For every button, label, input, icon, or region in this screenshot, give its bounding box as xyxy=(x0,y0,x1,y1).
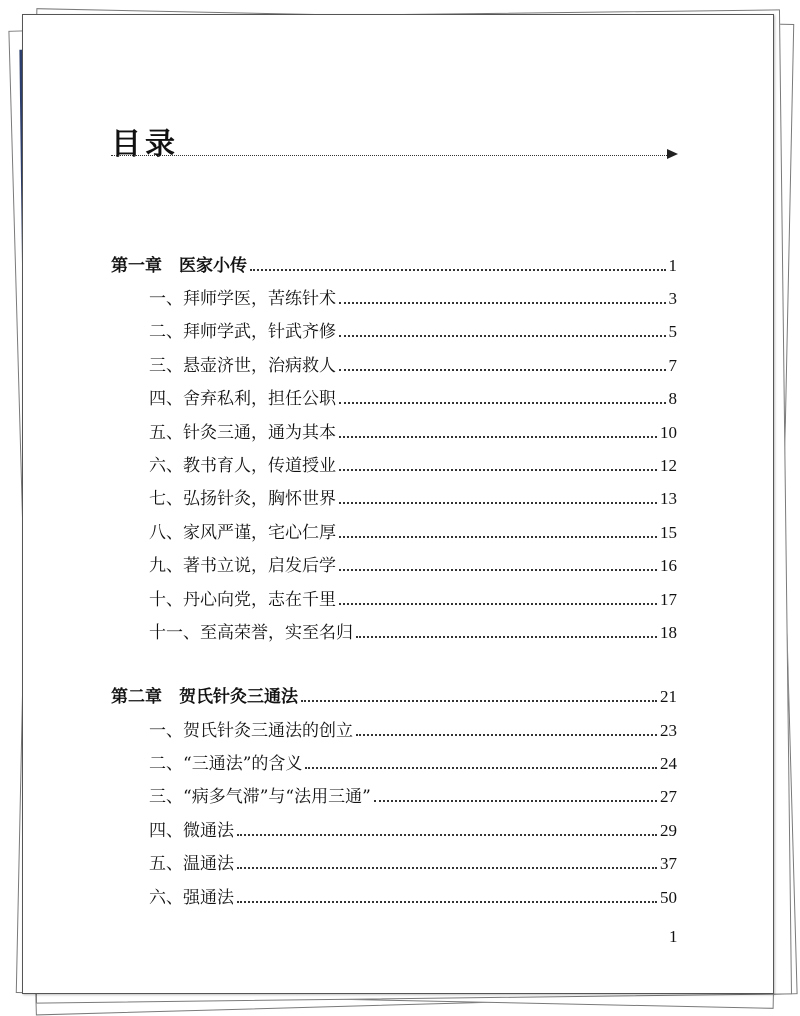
dot-leader xyxy=(339,302,666,304)
entry-label: 八、家风严谨，宅心仁厚 xyxy=(149,523,336,543)
chapter-title: 贺氏针灸三通法 xyxy=(179,687,298,707)
entry-page: 3 xyxy=(668,289,677,308)
entry-label: 六、强通法 xyxy=(149,888,234,908)
toc-entry[interactable] xyxy=(149,720,677,742)
entry-label: 七、弘扬针灸，胸怀世界 xyxy=(149,489,336,509)
entry-label: 九、著书立说，启发后学 xyxy=(149,556,336,576)
toc-entry[interactable] xyxy=(149,288,677,310)
dot-leader xyxy=(305,767,657,769)
entry-page: 15 xyxy=(660,523,677,542)
entry-page: 24 xyxy=(660,754,677,773)
entry-label: 五、温通法 xyxy=(149,854,234,874)
entry-label: 一、贺氏针灸三通法的创立 xyxy=(149,721,353,741)
dot-leader xyxy=(237,901,657,903)
entry-page: 18 xyxy=(660,623,677,642)
entry-page: 5 xyxy=(668,322,677,341)
dot-leader xyxy=(356,636,657,638)
entry-page: 50 xyxy=(660,888,677,907)
chapter-page: 21 xyxy=(660,687,677,706)
dot-leader xyxy=(250,269,666,271)
toc-entry[interactable] xyxy=(149,355,677,377)
entry-page: 16 xyxy=(660,556,677,575)
page-number: 1 xyxy=(669,927,678,946)
entry-page: 10 xyxy=(660,423,677,442)
toc-entry[interactable] xyxy=(149,321,677,343)
toc-entry[interactable] xyxy=(149,422,677,444)
toc-entry[interactable] xyxy=(149,853,677,875)
entry-label: 一、拜师学医，苦练针术 xyxy=(149,289,336,309)
toc-entry[interactable] xyxy=(149,455,677,477)
toc-entry[interactable] xyxy=(149,622,677,644)
toc-chapter-2[interactable] xyxy=(111,686,677,708)
toc-entry[interactable] xyxy=(149,488,677,510)
toc-entry[interactable] xyxy=(149,753,677,775)
dot-leader xyxy=(356,734,657,736)
toc-entry[interactable] xyxy=(149,887,677,909)
dot-leader xyxy=(301,700,657,702)
toc-entry[interactable] xyxy=(149,589,677,611)
toc-entry[interactable] xyxy=(149,820,677,842)
entry-label: 二、拜师学武，针武齐修 xyxy=(149,322,336,342)
toc-chapter-1[interactable] xyxy=(111,255,677,277)
chapter-title: 医家小传 xyxy=(179,256,247,276)
page-title: 目录 xyxy=(111,127,179,162)
dot-leader xyxy=(237,834,657,836)
entry-page: 13 xyxy=(660,489,677,508)
chapter-number: 第二章 xyxy=(111,687,162,707)
entry-label: 三、悬壶济世，治病救人 xyxy=(149,356,336,376)
dot-leader xyxy=(339,603,657,605)
entry-page: 17 xyxy=(660,590,677,609)
dot-leader xyxy=(339,436,657,438)
entry-label: 十、丹心向党，志在千里 xyxy=(149,590,336,610)
entry-label: 三、“病多气滞”与“法用三通” xyxy=(149,787,371,807)
dot-leader xyxy=(339,335,666,337)
entry-label: 六、教书育人，传道授业 xyxy=(149,456,336,476)
toc-entry[interactable] xyxy=(149,555,677,577)
entry-page: 8 xyxy=(668,389,677,408)
entry-page: 7 xyxy=(668,356,677,375)
dot-leader xyxy=(339,536,657,538)
toc-entry[interactable] xyxy=(149,388,677,410)
entry-label: 四、微通法 xyxy=(149,821,234,841)
entry-page: 37 xyxy=(660,854,677,873)
entry-label: 十一、至高荣誉，实至名归 xyxy=(149,623,353,643)
chapter-page: 1 xyxy=(668,256,677,275)
entry-page: 12 xyxy=(660,456,677,475)
dot-leader xyxy=(237,867,657,869)
entry-page: 23 xyxy=(660,721,677,740)
title-dotted-rule xyxy=(111,155,673,156)
toc-page xyxy=(22,14,774,994)
entry-label: 二、“三通法”的含义 xyxy=(149,754,303,774)
entry-label: 四、舍弃私利，担任公职 xyxy=(149,389,336,409)
dot-leader xyxy=(374,800,657,802)
arrow-right-icon xyxy=(667,149,678,159)
dot-leader xyxy=(339,569,657,571)
entry-page: 27 xyxy=(660,787,677,806)
entry-page: 29 xyxy=(660,821,677,840)
toc-entry[interactable] xyxy=(149,786,677,808)
dot-leader xyxy=(339,469,657,471)
entry-label: 五、针灸三通，通为其本 xyxy=(149,423,336,443)
toc-entry[interactable] xyxy=(149,522,677,544)
chapter-number: 第一章 xyxy=(111,256,162,276)
dot-leader xyxy=(339,369,666,371)
dot-leader xyxy=(339,502,657,504)
dot-leader xyxy=(339,402,666,404)
